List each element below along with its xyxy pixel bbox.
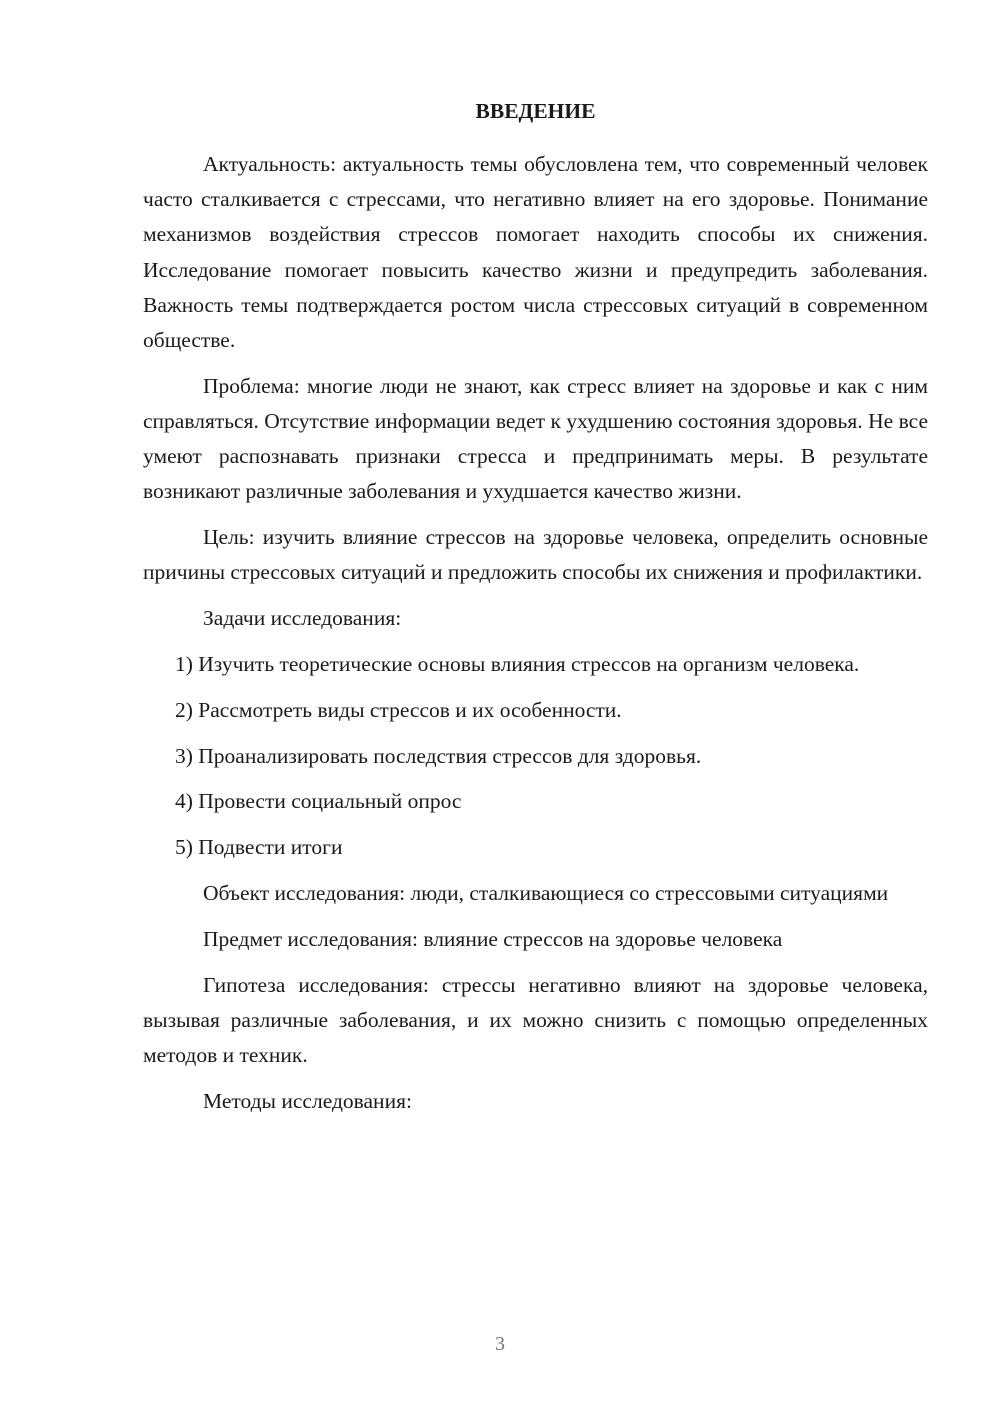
hypothesis-paragraph: Гипотеза исследования: стрессы негативно влияют на здоровье человека, вызывая различные заболевания, и их можно снизить с помощью определенных методов и техник.: [143, 972, 928, 1067]
problem-paragraph: Проблема: многие люди не знают, как стресс влияет на здоровье и как с ним справляться. Отсутствие информации ведет к ухудшению состояния здоровья. Не все умеют распознавать признаки стресса и предпринимать меры. В результате возникают различные заболевания и ухудшается качество жизни.: [143, 373, 928, 504]
list-item: 2) Рассмотреть виды стрессов и их особенности.: [175, 697, 622, 722]
list-item: 1) Изучить теоретические основы влияния стрессов на организм человека.: [175, 652, 860, 677]
list-item: 5) Подвести итоги: [175, 835, 343, 860]
relevance-paragraph: Актуальность: актуальность темы обусловлена тем, что современный человек часто сталкивается с стрессами, что негативно влияет на его здоровье. Понимание механизмов воздействия стрессов помогает находить способы их снижения. Исследование помогает повысить качество жизни и предупредить заболевания. Важность темы подтверждается ростом числа стрессовых ситуаций в современном обществе.: [143, 152, 928, 353]
page-number: 3: [495, 1333, 505, 1355]
subject-paragraph: Предмет исследования: влияние стрессов на здоровье человека: [203, 926, 783, 951]
page-title: ВВЕДЕНИЕ: [475, 99, 596, 123]
tasks-heading: Задачи исследования:: [203, 606, 402, 631]
object-paragraph: Объект исследования: люди, сталкивающиеся со стрессовыми ситуациями: [203, 881, 889, 905]
methods-heading: Методы исследования:: [203, 1088, 412, 1113]
list-item: 3) Проанализировать последствия стрессов для здоровья.: [175, 743, 702, 768]
goal-paragraph: Цель: изучить влияние стрессов на здоровье человека, определить основные причины стрессовых ситуаций и предложить способы их снижения и профилактики.: [143, 525, 928, 585]
list-item: 4) Провести социальный опрос: [175, 789, 462, 814]
document-page: [143, 94, 928, 1130]
tasks-list: [143, 647, 928, 865]
